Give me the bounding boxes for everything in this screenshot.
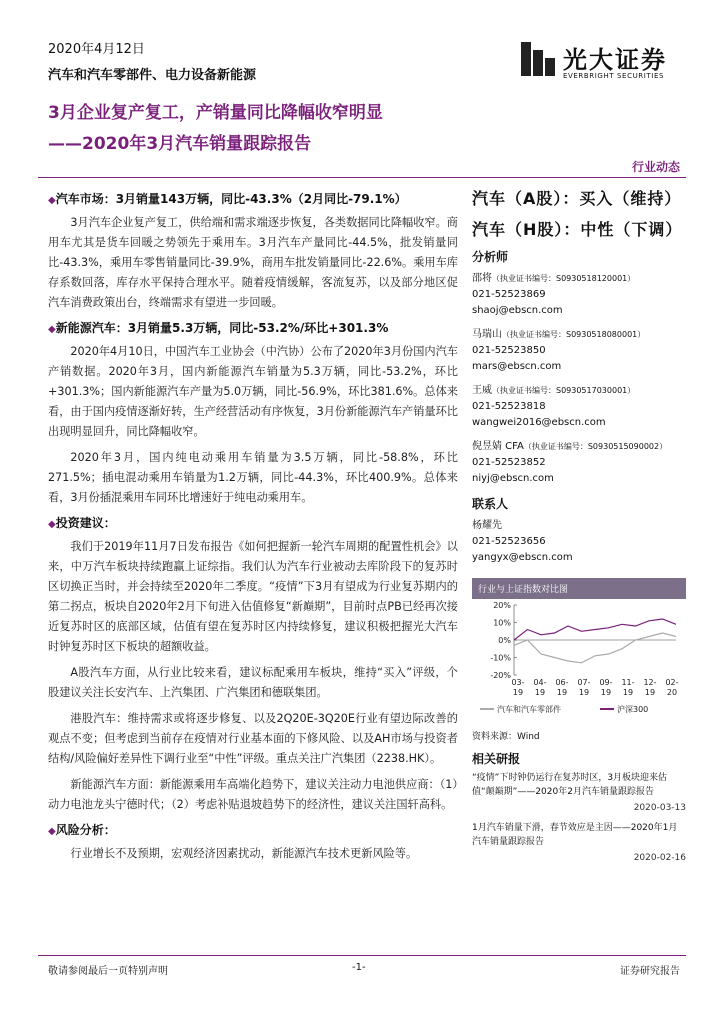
analyst-email[interactable]: niyj@ebscn.com (472, 473, 554, 484)
x-tick-label: 19 (600, 688, 612, 697)
x-tick-label: 12- (643, 678, 657, 687)
related-report-title[interactable]: 1月汽车销量下滑，春节效应是主因——2020年1月汽车销量跟踪报告 (472, 823, 678, 847)
header-divider (38, 177, 686, 178)
diamond-bullet-icon: ◆ (48, 195, 56, 206)
y-tick-label: 0% (498, 636, 511, 645)
related-report-date: 2020-02-16 (633, 853, 686, 863)
section-heading: 风险分析： (55, 823, 116, 837)
analyst-phone: 021-52523852 (472, 457, 546, 468)
report-sector: 汽车和汽车零部件、电力设备新能源 (48, 68, 257, 83)
y-tick-label: -10% (490, 653, 511, 663)
analyst-email[interactable]: wangwei2016@ebscn.com (472, 417, 606, 428)
series-line-1 (514, 619, 676, 640)
paragraph: 行业增长不及预期，宏观经济因素扰动，新能源汽车技术更新风险等。 (70, 847, 418, 860)
y-tick-label: 10% (493, 618, 511, 628)
series-line-0 (514, 633, 676, 663)
paragraph: 3月汽车企业复产复工，供给端和需求端逐步恢复，各类数据同比降幅收窄。商用车尤其是货车回暖之势领先于乘用车。3月汽车产量同比-44.5%，批发销量同比-43.3%，乘用车零售销量同比-39.9%，商用车批发销量同比-22.6%。乘用车库存系数回落，库存水平保持合理水平。随着疫情缓解，客流复苏，以及部分地区促汽车消费政策出台，终端需求有望进一步回暖。 (48, 216, 458, 309)
x-tick-label: 19 (622, 688, 634, 697)
page-number: -1- (352, 962, 366, 973)
logo-text-en: EVERBRIGHT SECURITIES (563, 72, 665, 80)
legend-label: 汽车和汽车零部件 (497, 705, 561, 714)
diamond-bullet-icon: ◆ (48, 826, 56, 837)
x-tick-label: 19 (644, 688, 656, 697)
rating-a-share: 汽车（A股）：买入（维持） (472, 189, 682, 208)
related-heading: 相关研报 (472, 752, 521, 766)
x-tick-label: 04- (533, 678, 547, 687)
analyst-cert: （执业证书编号：S0930517030001） (492, 386, 636, 395)
analyst-cert: （执业证书编号：S0930515090002） (523, 442, 668, 451)
x-tick-label: 19 (512, 688, 524, 697)
everbright-logo-icon (519, 40, 557, 78)
report-date: 2020年4月12日 (48, 42, 145, 57)
analyst-name: 马瑞山 (472, 329, 502, 340)
sidebar (472, 186, 686, 871)
x-tick-label: 19 (578, 688, 590, 697)
index-comparison-chart (472, 599, 686, 719)
related-report-date: 2020-03-13 (633, 803, 686, 813)
x-tick-label: 11- (621, 678, 635, 687)
logo-text-cn: 光大证券 (563, 45, 667, 74)
paragraph: 2020年3月，国内纯电动乘用车销量为3.5万辆，同比-58.8%，环比271.5%；插电混动乘用车销量为1.2万辆，同比-44.3%，环比400.9%。总体来看，3月份插混乘用车同环比增速好于纯电动乘用车。 (48, 451, 458, 504)
section-heading: 汽车市场：3月销量143万辆，同比-43.3%（2月同比-79.1%） (55, 192, 407, 206)
section-risk (48, 821, 458, 864)
analyst-phone: 021-52523869 (472, 289, 546, 300)
analyst (472, 327, 686, 375)
report-type: 行业动态 (631, 160, 680, 174)
paragraph: 我们于2019年11月7日发布报告《如何把握新一轮汽车周期的配置性机会》以来，中万汽车板块持续跑赢上证综指。我们认为汽车行业被动去库阶段下的复苏时区切换正当时，并会持续至2020年二季度。“疫情”下3月有望成为行业复苏期内的第二拐点，板块自2020年2月下旬进入估值修复“新巅期”，目前时点PB已经再次接近复苏时区的底部区域，估值有望在复苏时区内持续修复，建议积极把握光大汽车时钟复苏时区下板块的超额收益。 (48, 540, 458, 653)
x-tick-label: 03- (511, 678, 525, 687)
analyst-name: 王威 (472, 385, 492, 396)
paragraph: A股汽车方面，从行业比较来看，建议标配乘用车板块，维持“买入”评级，个股建议关注长安汽车、上汽集团、广汽集团和德联集团。 (48, 666, 458, 699)
chart-source: 资料来源：Wind (472, 732, 540, 742)
chart-title: 行业与上证指数对比图 (472, 578, 686, 599)
report-subtitle: ——2020年3月汽车销量跟踪报告 (48, 134, 312, 154)
contact-email[interactable]: yangyx@ebscn.com (472, 552, 573, 563)
y-tick-label: 20% (493, 601, 511, 610)
section-heading: 新能源汽车：3月销量5.3万辆，同比-53.2%/环比+301.3% (55, 321, 389, 335)
analyst-name: 倪昱婧 CFA (472, 441, 524, 452)
footer-disclaimer: 敬请参阅最后一页特别声明 (48, 966, 168, 977)
contact-heading: 联系人 (472, 497, 509, 511)
section-auto-market (48, 190, 458, 313)
main-content (48, 186, 458, 870)
x-tick-label: 19 (534, 688, 546, 697)
analyst (472, 439, 686, 487)
paragraph: 2020年4月10日，中国汽车工业协会（中汽协）公布了2020年3月份国内汽车产销数据。2020年3月，国内新能源汽车销量为5.3万辆，同比-53.2%，环比+301.3%；国内新能源汽车产量为5.0万辆，同比-56.9%，环比381.6%。总体来看，由于国内疫情逐渐好转，生产经营活动有序恢复，3月份新能源汽车产销量环比出现明显回升，同比降幅收窄。 (48, 345, 458, 438)
analyst (472, 271, 686, 319)
x-tick-label: 07- (577, 678, 591, 687)
analyst-phone: 021-52523818 (472, 401, 546, 412)
diamond-bullet-icon: ◆ (48, 519, 56, 530)
footer-divider (38, 955, 686, 956)
section-heading: 投资建议： (55, 516, 116, 530)
diamond-bullet-icon: ◆ (48, 324, 56, 335)
footer-report-label: 证券研究报告 (620, 966, 680, 977)
analyst-cert: （执业证书编号：S0930518120001） (492, 274, 636, 283)
contact-name: 杨耀先 (472, 520, 502, 531)
legend-label: 沪深300 (617, 705, 649, 714)
rating-h-share: 汽车（H股）：中性（下调） (472, 220, 683, 239)
analyst-cert: （执业证书编号：S0930518080001） (502, 330, 646, 339)
x-tick-label: 02- (665, 678, 679, 687)
analyst-email[interactable]: mars@ebscn.com (472, 361, 562, 372)
report-title: 3月企业复产复工，产销量同比降幅收窄明显 (48, 103, 383, 123)
related-report-title[interactable]: “疫情”下时钟仍运行在复苏时区，3月板块迎来估值“颠巅期”——2020年2月汽车销量跟踪报告 (472, 773, 668, 797)
x-tick-label: 09- (599, 678, 613, 687)
analyst-name: 邵将 (472, 273, 492, 284)
x-tick-label: 06- (555, 678, 569, 687)
contact-phone: 021-52523656 (472, 536, 546, 547)
x-tick-label: 20 (666, 688, 678, 697)
section-investment-advice (48, 514, 458, 815)
analyst-email[interactable]: shaoj@ebscn.com (472, 305, 563, 316)
y-tick-label: -20% (490, 671, 511, 680)
x-tick-label: 19 (556, 688, 568, 697)
paragraph: 港股汽车：维持需求或将逐步修复、以及2Q20E-3Q20E行业有望边际改善的观点不变；但考虑到当前存在疫情对行业基本面的下修风险、以及AH市场与投资者结构/风险偏好差异性下调行业至“中性”评级。重点关注广汽集团（2238.HK）。 (48, 712, 458, 765)
section-new-energy (48, 319, 458, 508)
paragraph: 新能源汽车方面：新能源乘用车高端化趋势下，建议关注动力电池供应商：（1）动力电池龙头宁德时代；（2）考虑补贴退坡趋势下的经济性，建议关注国轩高科。 (48, 778, 458, 811)
analyst-heading: 分析师 (472, 250, 509, 264)
analyst-phone: 021-52523850 (472, 345, 546, 356)
analyst (472, 383, 686, 431)
